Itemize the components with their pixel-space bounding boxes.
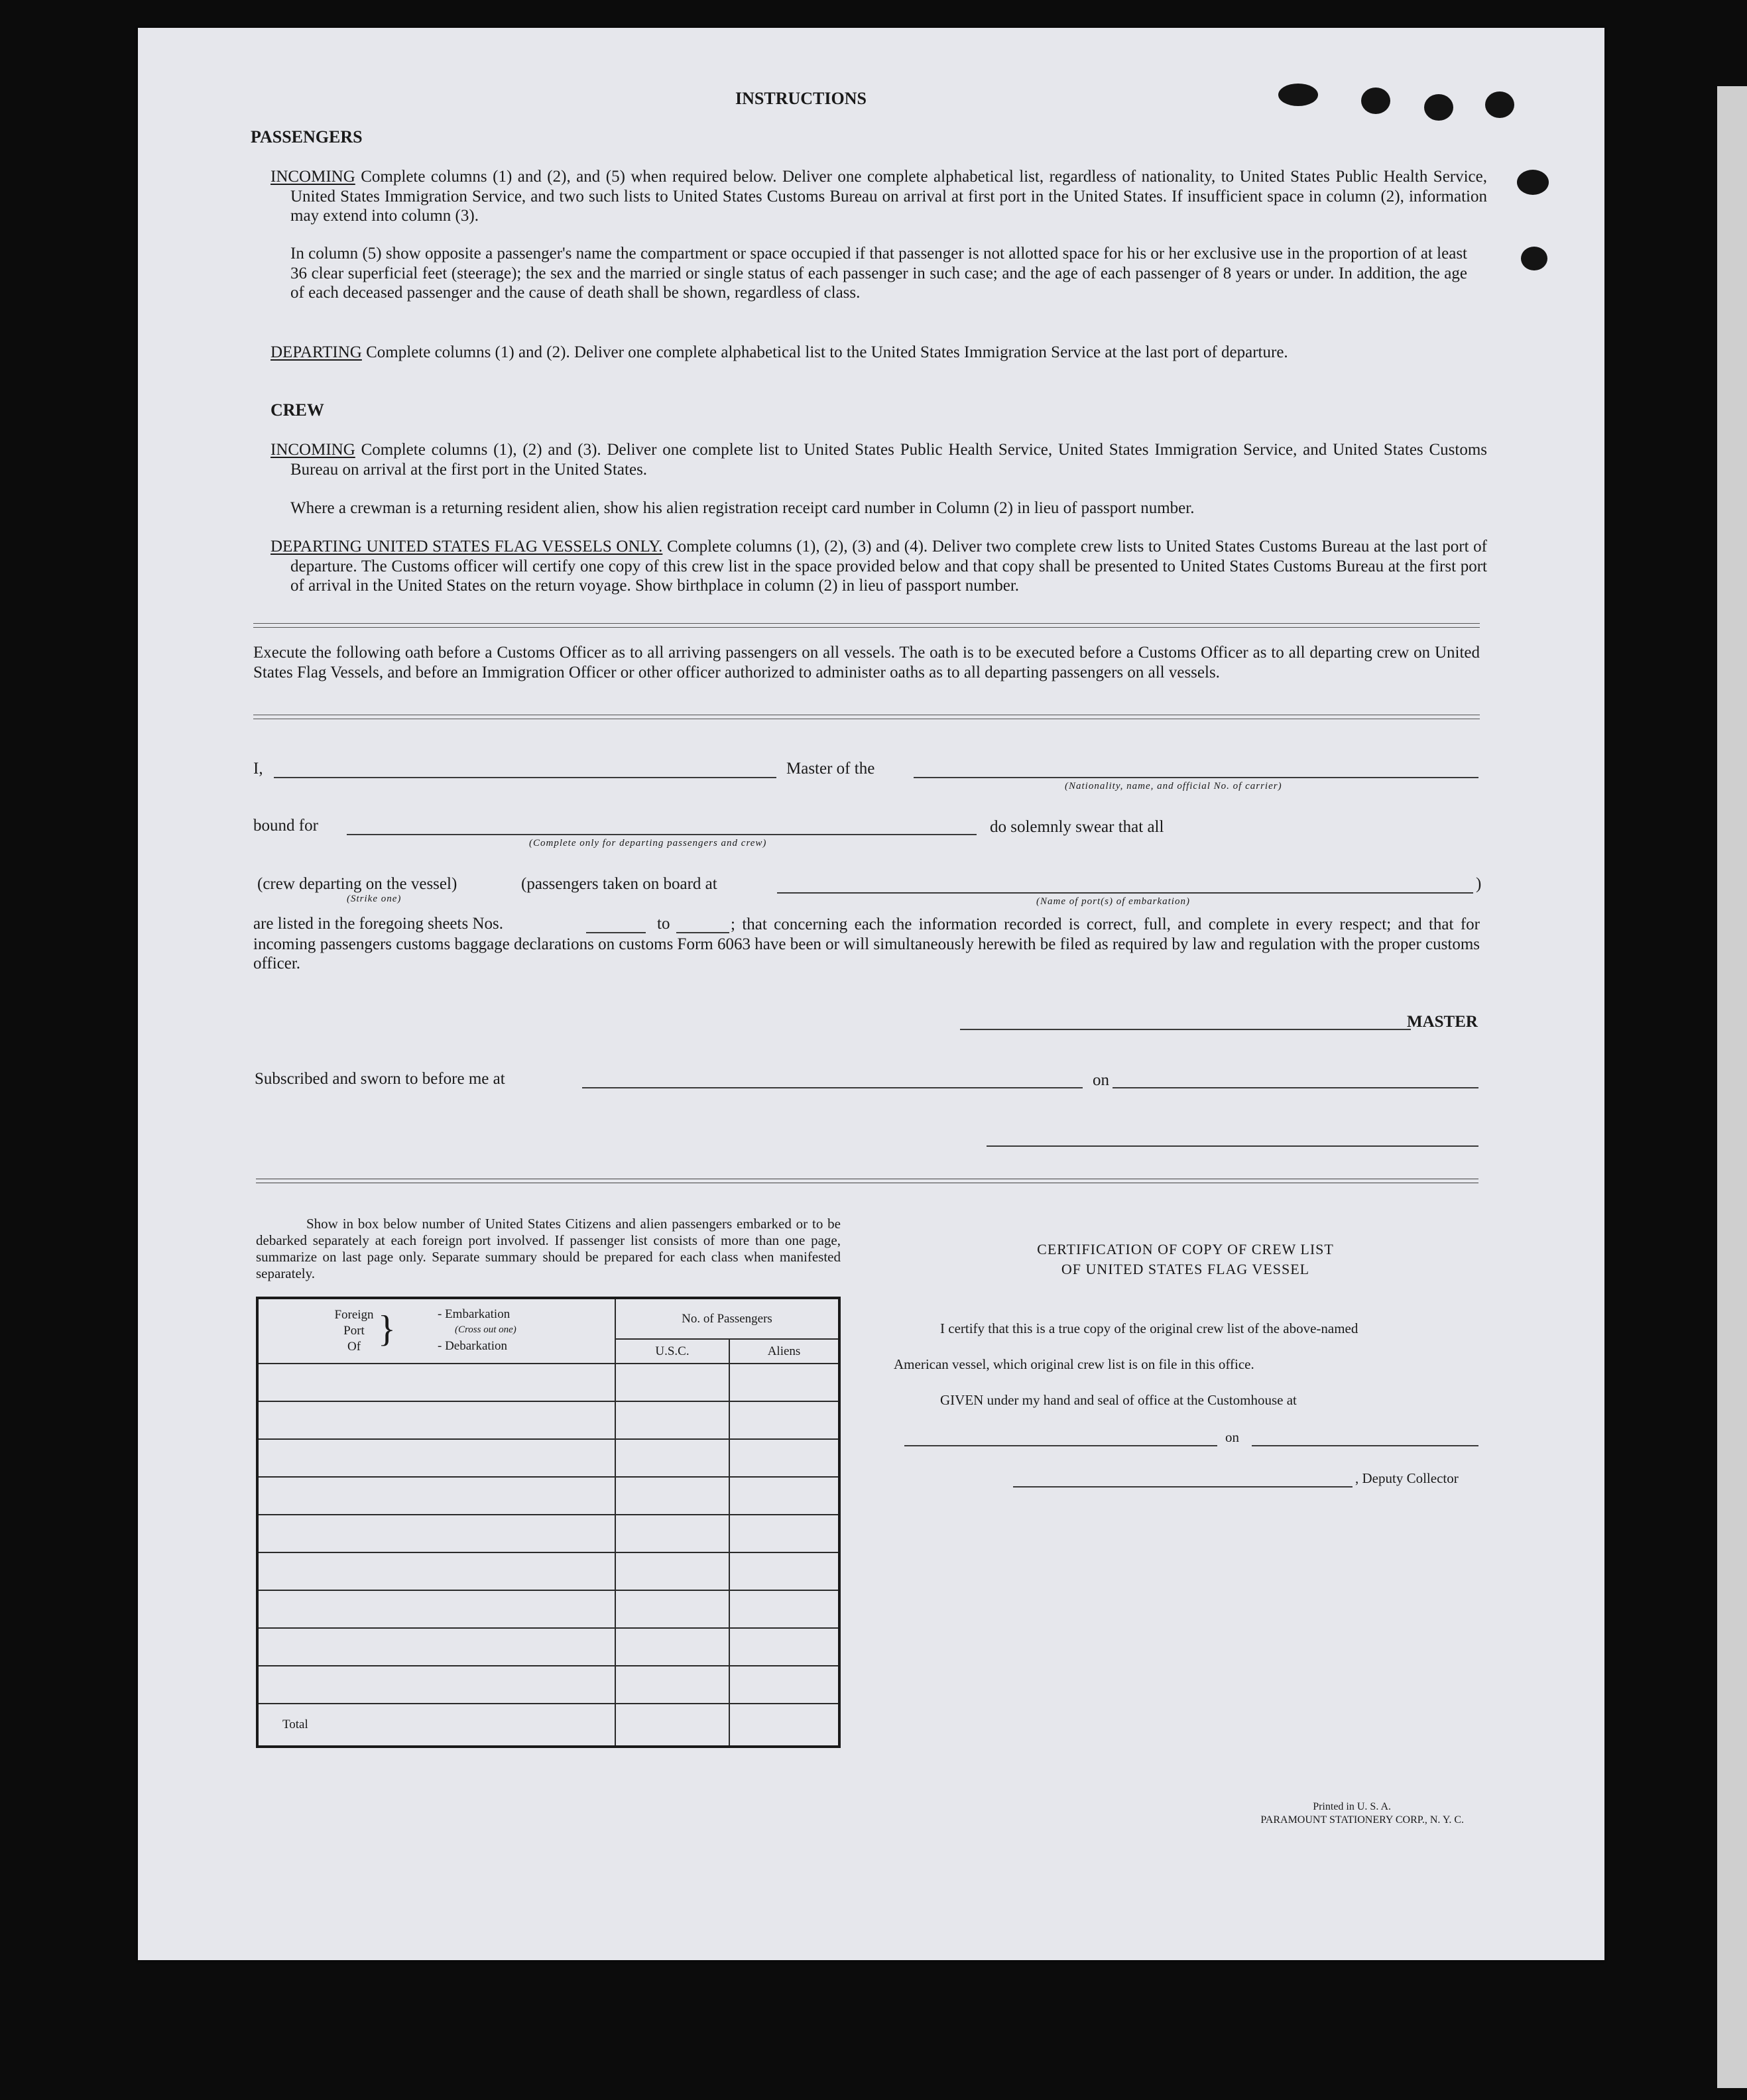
carrier-hint: (Nationality, name, and official No. of carrier) — [1065, 781, 1282, 791]
certify-line1: I certify that this is a true copy of the original crew list of the above-named — [940, 1320, 1358, 1336]
table-header-row — [257, 1298, 839, 1339]
total-label: Total — [257, 1704, 615, 1747]
port-hint: (Name of port(s) of embarkation) — [1036, 896, 1190, 907]
certify-line2: American vessel, which original crew list is on file in this office. — [894, 1356, 1254, 1372]
table-row — [257, 1590, 839, 1628]
passengers-incoming-label: INCOMING — [271, 168, 355, 186]
solemnly-swear-text: do solemnly swear that all — [990, 818, 1164, 836]
listed-prefix: are listed in the foregoing sheets Nos. — [253, 915, 503, 933]
crew-departing-instruction: DEPARTING UNITED STATES FLAG VESSELS ONLY. Complete columns (1), (2), (3) and (4). Deliver two complete crew lists to United States Customs Bureau at the last port of departure. The Customs officer will certify one copy of this crew list in the space provided below and that copy shall be presented to United States Customs Bureau at the first port of arrival in the United States on the return voyage. Show birthplace in column (2) in lieu of passport number. — [271, 538, 1487, 595]
total-row — [257, 1704, 839, 1747]
divider — [253, 623, 1480, 624]
to-label: to — [657, 915, 670, 933]
master-of-the-label: Master of the — [786, 760, 875, 778]
ink-blot — [1521, 247, 1547, 270]
table-row — [257, 1666, 839, 1704]
table-row — [257, 1477, 839, 1515]
table-row — [257, 1552, 839, 1590]
crew-incoming-instruction: INCOMING Complete columns (1), (2) and (3). Deliver one complete list to United States Public Health Service, United States Immigration Service, and United States Customs Bureau on arrival at the first port in the United States. — [271, 441, 1487, 479]
ink-blot — [1517, 170, 1549, 195]
bound-for-hint: (Complete only for departing passengers and crew) — [529, 838, 767, 848]
ink-blot — [1485, 91, 1514, 118]
no-passengers-header: No. of Passengers — [615, 1298, 839, 1339]
listed-statement: ; that concerning each the information recorded is correct, full, and complete in every respect; and that for incoming passengers customs baggage declarations on customs Form 6063 have been or will simultaneously herewith be filed as required by law and regulation with the proper customs officer. — [253, 915, 1480, 972]
oath-i-label: I, — [253, 760, 263, 778]
master-label: MASTER — [1407, 1013, 1478, 1031]
customhouse-line[interactable] — [904, 1445, 1217, 1446]
table-row — [257, 1515, 839, 1552]
embarkation-port-line[interactable] — [777, 892, 1473, 894]
brace-glyph: } — [378, 1309, 396, 1350]
scan-edge-strip — [1717, 86, 1747, 2088]
printer-imprint: Printed in U. S. A. PARAMOUNT STATIONERY CORP., N. Y. C. — [1260, 1801, 1464, 1826]
sworn-on-label: on — [1093, 1071, 1109, 1089]
sworn-date-line[interactable] — [1113, 1087, 1478, 1088]
table-row — [257, 1628, 839, 1666]
bound-for-label: bound for — [253, 817, 318, 835]
usc-header: U.S.C. — [615, 1339, 729, 1364]
foreign-port-header: Foreign Port Of } - Embarkation (Cross out one) - Debarkation — [257, 1298, 615, 1364]
bound-for-line[interactable] — [347, 834, 977, 835]
crew-heading: CREW — [271, 400, 324, 420]
passengers-incoming-instruction: INCOMING Complete columns (1) and (2), and (5) when required below. Deliver one complete alphabetical list, regardless of nationality, to United States Public Health Service, United States Immigration Service, and two such lists to United States Customs Bureau on arrival at first port in the United States. If insufficient space in column (2), information may extend into column (3). — [271, 168, 1487, 225]
passengers-departing-instruction: DEPARTING Complete columns (1) and (2). Deliver one complete alphabetical list to the United States Immigration Service at the last port of departure. — [271, 343, 1288, 361]
close-paren: ) — [1476, 875, 1482, 893]
deputy-collector-line[interactable] — [1013, 1486, 1353, 1488]
summary-note: Show in box below number of United States Citizens and alien passengers embarked or to be debarked separately at each foreign port involved. If passenger list consists of more than one page, summarize on last page only. Separate summary should be prepared for each class when manifested separately. — [256, 1216, 841, 1281]
passengers-heading: PASSENGERS — [251, 127, 363, 146]
carrier-line[interactable] — [914, 777, 1478, 778]
sworn-place-line[interactable] — [582, 1087, 1083, 1088]
passengers-departing-label: DEPARTING — [271, 343, 362, 361]
passenger-summary-table — [256, 1297, 841, 1748]
crew-departing-label: DEPARTING UNITED STATES FLAG VESSELS ONLY. — [271, 538, 663, 555]
passengers-column5-instruction: In column (5) show opposite a passenger's name the compartment or space occupied if that passenger is not allotted space for his or her exclusive use in the proportion of at least 36 clear superficial feet (steerage); the sex and the married or single status of each passenger in such case; and the age of each passenger of 8 years or under. In addition, the age of each deceased passenger and the cause of death shall be shown, regardless of class. — [290, 245, 1467, 302]
crew-resident-instruction: Where a crewman is a returning resident alien, show his alien registration receipt card number in Column (2) in lieu of passport number. — [290, 499, 1195, 517]
crew-incoming-label: INCOMING — [271, 441, 355, 459]
cert-on-label: on — [1225, 1429, 1239, 1445]
crew-option[interactable]: (crew departing on the vessel) — [257, 875, 457, 893]
embarkation-option[interactable]: - Embarkation — [438, 1307, 511, 1321]
certification-heading: CERTIFICATION OF COPY OF CREW LIST OF UNITED STATES FLAG VESSEL — [1037, 1241, 1334, 1277]
cross-out-hint: (Cross out one) — [455, 1324, 516, 1335]
cert-date-line[interactable] — [1252, 1445, 1478, 1446]
master-name-line[interactable] — [274, 777, 776, 778]
subscribed-label: Subscribed and sworn to before me at — [255, 1070, 505, 1088]
aliens-header: Aliens — [729, 1339, 839, 1364]
divider — [253, 627, 1480, 628]
oath-intro: Execute the following oath before a Customs Officer as to all arriving passengers on all vessels. The oath is to be executed before a Customs Officer as to all departing crew on United States Flag Vessels, and before an Immigration Officer or other officer authorized to administer oaths as to all departing passengers on all vessels. — [253, 644, 1480, 681]
table-row — [257, 1401, 839, 1439]
form-page — [138, 28, 1604, 1960]
deputy-collector-label: , Deputy Collector — [1355, 1470, 1459, 1486]
table-row — [257, 1439, 839, 1477]
passenger-option[interactable]: (passengers taken on board at — [521, 875, 717, 893]
table-row — [257, 1364, 839, 1401]
officer-signature-line[interactable] — [987, 1145, 1478, 1147]
debarkation-option[interactable]: - Debarkation — [438, 1339, 507, 1353]
instructions-heading: INSTRUCTIONS — [735, 89, 867, 108]
given-text: GIVEN under my hand and seal of office at the Customhouse at — [940, 1392, 1297, 1408]
strike-one-hint: (Strike one) — [347, 894, 402, 904]
master-signature-line[interactable] — [960, 1029, 1411, 1030]
